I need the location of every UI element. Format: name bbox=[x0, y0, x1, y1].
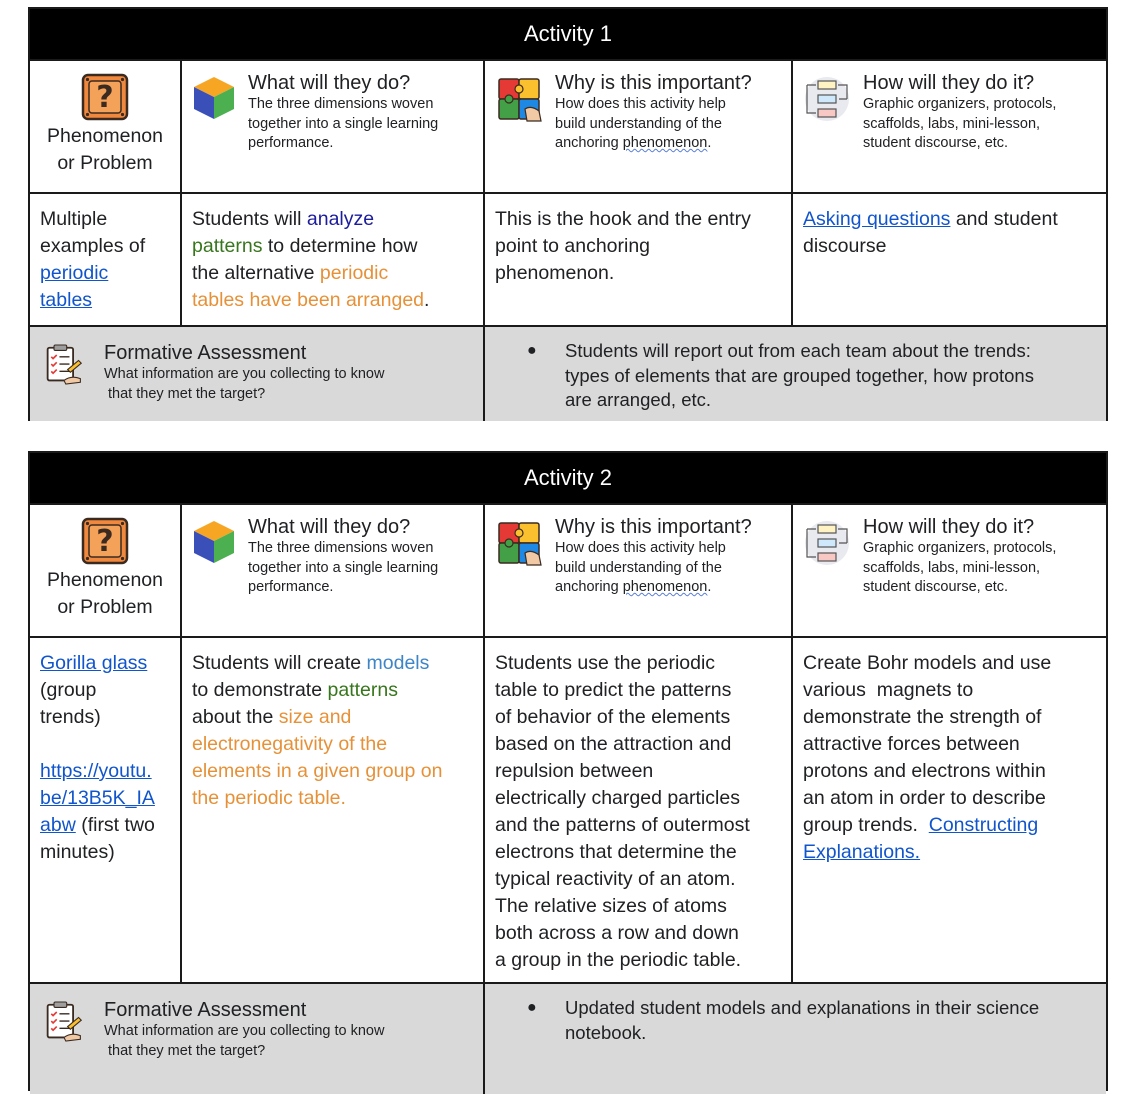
how-sub-2: scaffolds, labs, mini-lesson, bbox=[863, 559, 1041, 576]
cube-icon bbox=[192, 519, 236, 565]
flowchart-icon bbox=[803, 519, 851, 567]
why-sub-1: How does this activity help bbox=[555, 96, 726, 112]
formative-sub-1: What information are you collecting to know bbox=[104, 1023, 385, 1039]
why-cell bbox=[485, 638, 793, 982]
what-title: What will they do? bbox=[248, 516, 411, 538]
activity-2-title: Activity 2 bbox=[30, 453, 1106, 505]
how-line-1: Create Bohr models and use bbox=[803, 652, 1052, 674]
what-header bbox=[182, 505, 485, 636]
phenomenon-cell bbox=[30, 194, 182, 325]
formative-sub-1: What information are you collecting to know bbox=[104, 366, 385, 382]
asking-questions-link[interactable]: Asking questions bbox=[803, 208, 951, 230]
activity-1-title: Activity 1 bbox=[30, 9, 1106, 61]
youtube-link-3[interactable]: abw bbox=[40, 814, 76, 836]
why-line-3: phenomenon. bbox=[495, 262, 615, 284]
puzzle-icon bbox=[495, 75, 543, 123]
why-line-1: This is the hook and the entry bbox=[495, 208, 751, 230]
phenomenon-label-2: or Problem bbox=[57, 152, 153, 174]
why-line-3: of behavior of the elements bbox=[495, 706, 731, 728]
what-sub-2: together into a single learning bbox=[248, 559, 439, 576]
activity-1-table bbox=[28, 7, 1108, 421]
how-line-4: attractive forces between bbox=[803, 733, 1020, 755]
patterns-word: patterns bbox=[192, 235, 263, 257]
puzzle-icon bbox=[495, 519, 543, 567]
how-sub-1: Graphic organizers, protocols, bbox=[863, 540, 1057, 556]
what-sub-3: performance. bbox=[248, 579, 334, 595]
why-line-1: Students use the periodic bbox=[495, 652, 716, 674]
bullet-icon: ● bbox=[527, 999, 537, 1016]
how-title: How will they do it? bbox=[863, 72, 1035, 94]
why-sub-1: How does this activity help bbox=[555, 540, 726, 556]
youtube-link[interactable]: https://youtu. bbox=[40, 760, 152, 782]
size-line-2: electronegativity of the bbox=[192, 733, 388, 755]
models-word: models bbox=[366, 652, 430, 674]
header-row bbox=[30, 61, 1106, 194]
why-line-8: electrons that determine the bbox=[495, 841, 737, 863]
how-line-5: protons and electrons within bbox=[803, 760, 1046, 782]
why-line-4: based on the attraction and bbox=[495, 733, 732, 755]
header-row bbox=[30, 505, 1106, 638]
fa-line-1: Updated student models and explanations in their science bbox=[565, 997, 1040, 1018]
patterns-word: patterns bbox=[327, 679, 398, 701]
analyze-word: analyze bbox=[306, 208, 375, 230]
formative-title: Formative Assessment bbox=[104, 342, 307, 364]
flowchart-icon bbox=[803, 75, 851, 123]
gorilla-glass-link[interactable]: Gorilla glass bbox=[40, 652, 148, 674]
activity-2-table bbox=[28, 451, 1108, 1091]
formative-text bbox=[485, 327, 1106, 421]
why-line-5: repulsion between bbox=[495, 760, 654, 782]
phenomenon-cell: Gorilla glass (group trends) https://youtu. be/13B5K_IA abw (first two minutes) bbox=[30, 638, 182, 982]
formative-header bbox=[30, 327, 485, 421]
how-sub-2: scaffolds, labs, mini-lesson, bbox=[863, 115, 1041, 132]
fa-line-1: Students will report out from each team about the trends: bbox=[565, 340, 1031, 361]
how-line-3: demonstrate the strength of bbox=[803, 706, 1042, 728]
formative-text bbox=[485, 984, 1106, 1094]
formative-sub-2: that they met the target? bbox=[104, 385, 266, 402]
what-sub-3: performance. bbox=[248, 135, 334, 151]
checklist-icon bbox=[44, 343, 84, 387]
phen-line-1: (group bbox=[40, 679, 97, 701]
how-sub-1: Graphic organizers, protocols, bbox=[863, 96, 1057, 112]
fa-line-3: are arranged, etc. bbox=[565, 389, 712, 410]
why-title: Why is this important? bbox=[555, 516, 752, 538]
why-line-10: The relative sizes of atoms bbox=[495, 895, 727, 917]
constructing-explanations-link-2[interactable]: Explanations. bbox=[803, 841, 921, 863]
how-title: How will they do it? bbox=[863, 516, 1035, 538]
fa-line-2: types of elements that are grouped together, how protons bbox=[565, 364, 1034, 386]
how-line-2: discourse bbox=[803, 235, 887, 257]
phenomenon-label: Phenomenon bbox=[46, 125, 163, 147]
periodic-tables-link-2[interactable]: tables bbox=[40, 289, 93, 311]
why-header bbox=[485, 505, 793, 636]
phenomenon-label-2: or Problem bbox=[57, 596, 153, 618]
formative-row bbox=[30, 327, 1106, 421]
why-sub-3: anchoring phenomenon. bbox=[555, 579, 712, 595]
why-title: Why is this important? bbox=[555, 72, 752, 94]
bullet-icon: ● bbox=[527, 342, 537, 359]
size-line-3: elements in a given group on bbox=[192, 760, 443, 782]
why-sub-3: anchoring phenomenon. bbox=[555, 135, 712, 151]
why-line-6: electrically charged particles bbox=[495, 787, 740, 809]
why-line-11: both across a row and down bbox=[495, 922, 739, 944]
why-line-7: and the patterns of outermost bbox=[495, 814, 750, 836]
phen-tail-2: minutes) bbox=[40, 841, 115, 863]
why-line-9: typical reactivity of an atom. bbox=[495, 868, 736, 890]
formative-header bbox=[30, 984, 485, 1094]
why-cell bbox=[485, 194, 793, 325]
constructing-explanations-link[interactable]: Constructing bbox=[928, 814, 1039, 836]
size-line-4: the periodic table. bbox=[192, 787, 346, 809]
how-header bbox=[793, 505, 1106, 636]
periodic-tables-link[interactable]: periodic bbox=[40, 262, 109, 284]
how-line-2: various magnets to bbox=[803, 679, 974, 701]
what-title: What will they do? bbox=[248, 72, 411, 94]
what-cell: Students will create models to demonstrate patterns about the size and electronegativity of the elements in a given group on the periodic table. bbox=[182, 638, 485, 982]
phenomenon-header bbox=[30, 61, 182, 192]
question-block-icon bbox=[81, 517, 129, 565]
why-sub-2: build understanding of the bbox=[555, 115, 722, 132]
how-sub-3: student discourse, etc. bbox=[863, 135, 1009, 151]
cube-icon bbox=[192, 75, 236, 121]
why-line-2: table to predict the patterns bbox=[495, 679, 732, 701]
what-header bbox=[182, 61, 485, 192]
why-sub-2: build understanding of the bbox=[555, 559, 722, 576]
formative-row bbox=[30, 984, 1106, 1094]
how-line-6: an atom in order to describe bbox=[803, 787, 1046, 809]
content-row bbox=[30, 194, 1106, 327]
why-line-2: point to anchoring bbox=[495, 235, 651, 257]
checklist-icon bbox=[44, 1000, 84, 1044]
phen-line-1: Multiple bbox=[40, 208, 108, 230]
phenomenon-header bbox=[30, 505, 182, 636]
phen-line-2: trends) bbox=[40, 706, 101, 728]
what-cell: Students will analyze patterns to determine how the alternative periodic tables have been arranged. bbox=[182, 194, 485, 325]
formative-title: Formative Assessment bbox=[104, 999, 307, 1021]
content-row bbox=[30, 638, 1106, 984]
phenomenon-label: Phenomenon bbox=[46, 569, 163, 591]
formative-sub-2: that they met the target? bbox=[104, 1042, 266, 1059]
phen-line-2: examples of bbox=[40, 235, 146, 257]
question-block-icon bbox=[81, 73, 129, 121]
how-cell: Asking questions and student discourse bbox=[793, 194, 1106, 325]
how-header bbox=[793, 61, 1106, 192]
what-sub-1: The three dimensions woven bbox=[248, 540, 434, 556]
what-sub-1: The three dimensions woven bbox=[248, 96, 434, 112]
what-sub-2: together into a single learning bbox=[248, 115, 439, 132]
how-cell: Create Bohr models and use various magnets to demonstrate the strength of attractive forces between protons and electrons within an atom in order to describe group trends. Constructing Explanations. bbox=[793, 638, 1106, 982]
fa-line-2: notebook. bbox=[565, 1021, 647, 1043]
why-header bbox=[485, 61, 793, 192]
why-line-12: a group in the periodic table. bbox=[495, 949, 742, 971]
how-sub-3: student discourse, etc. bbox=[863, 579, 1009, 595]
youtube-link-2[interactable]: be/13B5K_IA bbox=[40, 787, 155, 809]
